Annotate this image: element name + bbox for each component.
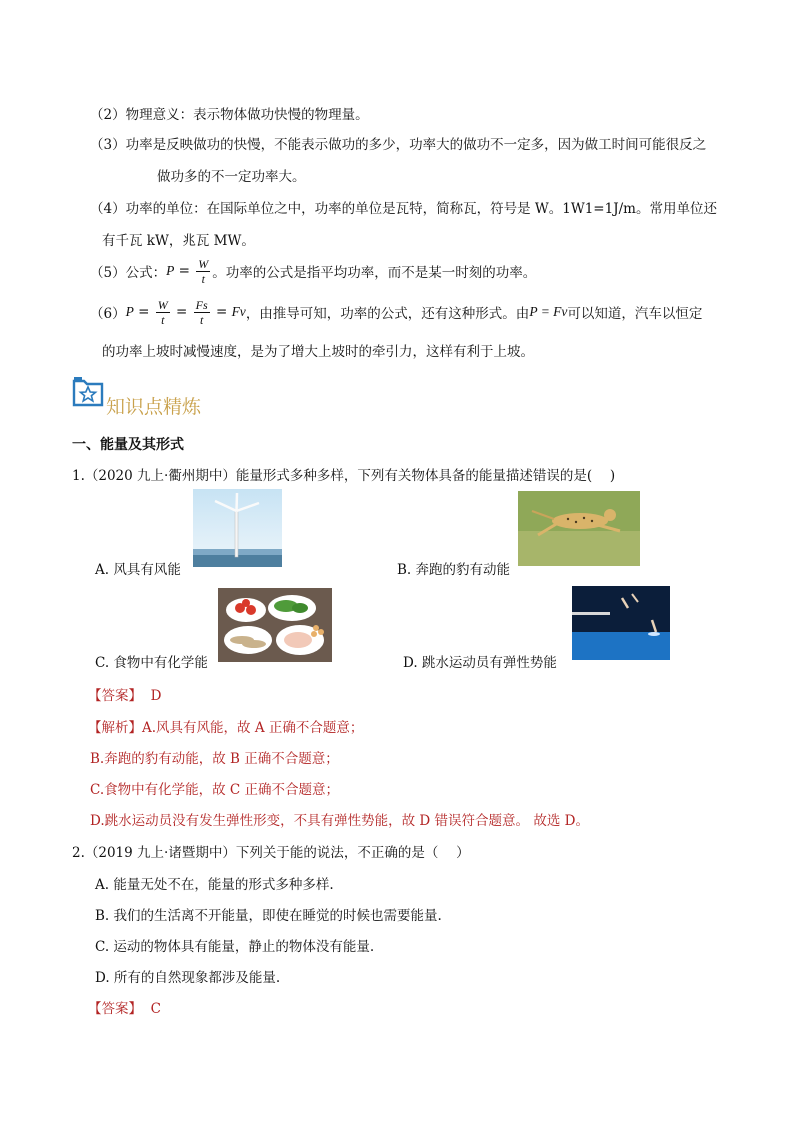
item-6: （6） P = $\frac{W}{t}$ = $\frac{Fs}{t}$ = Fv ，由推导可知，功率的公式，还有这种形式。由 P = Fv 可以知道，汽车以恒定 <box>90 297 703 327</box>
q1-option-d: D. 跳水运动员有弹性势能 <box>403 655 557 671</box>
q1-option-a: A. 风具有风能 <box>95 562 181 578</box>
fraction-w-over-t: $\frac{W}{t}$ <box>157 297 168 327</box>
wind-turbine-image <box>193 489 282 567</box>
q2-option-a: A. 能量无处不在，能量的形式多种多样. <box>95 877 334 893</box>
q2-answer: 【答案】 C <box>88 1001 161 1017</box>
formula-p-fv: P = Fv <box>529 304 568 319</box>
q1-analysis-a: 【解析】A.风具有风能，故 A 正确不合题意； <box>88 720 364 736</box>
item-2: （2）物理意义：表示物体做功快慢的物理量。 <box>90 107 369 123</box>
item-5-suffix: 。功率的公式是指平均功率，而不是某一时刻的功率。 <box>212 265 537 281</box>
cheetah-image <box>518 491 640 566</box>
q1-stem: 1.（2020 九上·衢州期中）能量形式多种多样，下列有关物体具备的能量描述错误的是( ) <box>72 468 616 484</box>
item-5: （5）公式： P = $\frac{W}{t}$ 。功率的公式是指平均功率，而不是某一时刻的功率。 <box>90 256 537 286</box>
item-3-cont: 做功多的不一定功率大。 <box>157 169 306 185</box>
q2-option-d: D. 所有的自然现象都涉及能量. <box>95 970 281 986</box>
item-4-cont: 有千瓦 kW，兆瓦 MW。 <box>102 233 255 249</box>
q2-option-b: B. 我们的生活离不开能量，即使在睡觉的时候也需要能量. <box>95 908 442 924</box>
q1-analysis-d: D.跳水运动员没有发生弹性形变，不具有弹性势能，故 D 错误符合题意。 故选 D。 <box>90 813 589 829</box>
q1-answer: 【答案】 D <box>88 688 162 704</box>
formula-p: P <box>166 263 175 278</box>
star-folder-icon <box>72 375 104 407</box>
q2-option-c: C. 运动的物体具有能量，静止的物体没有能量. <box>95 939 375 955</box>
item-6-cont: 的功率上坡时减慢速度，是为了增大上坡时的牵引力，这样有利于上坡。 <box>102 344 534 360</box>
item-3: （3）功率是反映做功的快慢，不能表示做功的多少，功率大的做功不一定多，因为做工时间可能很反之 <box>90 137 707 153</box>
item-4: （4）功率的单位：在国际单位之中，功率的单位是瓦特，简称瓦，符号是 W。1W1=1J/m。常用单位还 <box>90 201 717 217</box>
q1-option-b: B. 奔跑的豹有动能 <box>397 562 511 578</box>
q1-option-c: C. 食物中有化学能 <box>95 655 208 671</box>
fraction-w-over-t: $\frac{W}{t}$ <box>198 256 209 286</box>
fraction-fs-over-t: $\frac{Fs}{t}$ <box>195 297 208 327</box>
q1-analysis-b: B.奔跑的豹有动能，故 B 正确不合题意； <box>90 751 339 767</box>
diver-image <box>572 586 670 660</box>
item-5-prefix: （5）公式： <box>90 265 167 281</box>
q2-stem: 2.（2019 九上·诸暨期中）下列关于能的说法，不正确的是（ ） <box>72 845 470 861</box>
q1-analysis-c: C.食物中有化学能，故 C 正确不合题意； <box>90 782 340 798</box>
subheading: 一、能量及其形式 <box>72 437 184 453</box>
section-title: 知识点精炼 <box>106 396 202 418</box>
food-image <box>218 588 332 662</box>
